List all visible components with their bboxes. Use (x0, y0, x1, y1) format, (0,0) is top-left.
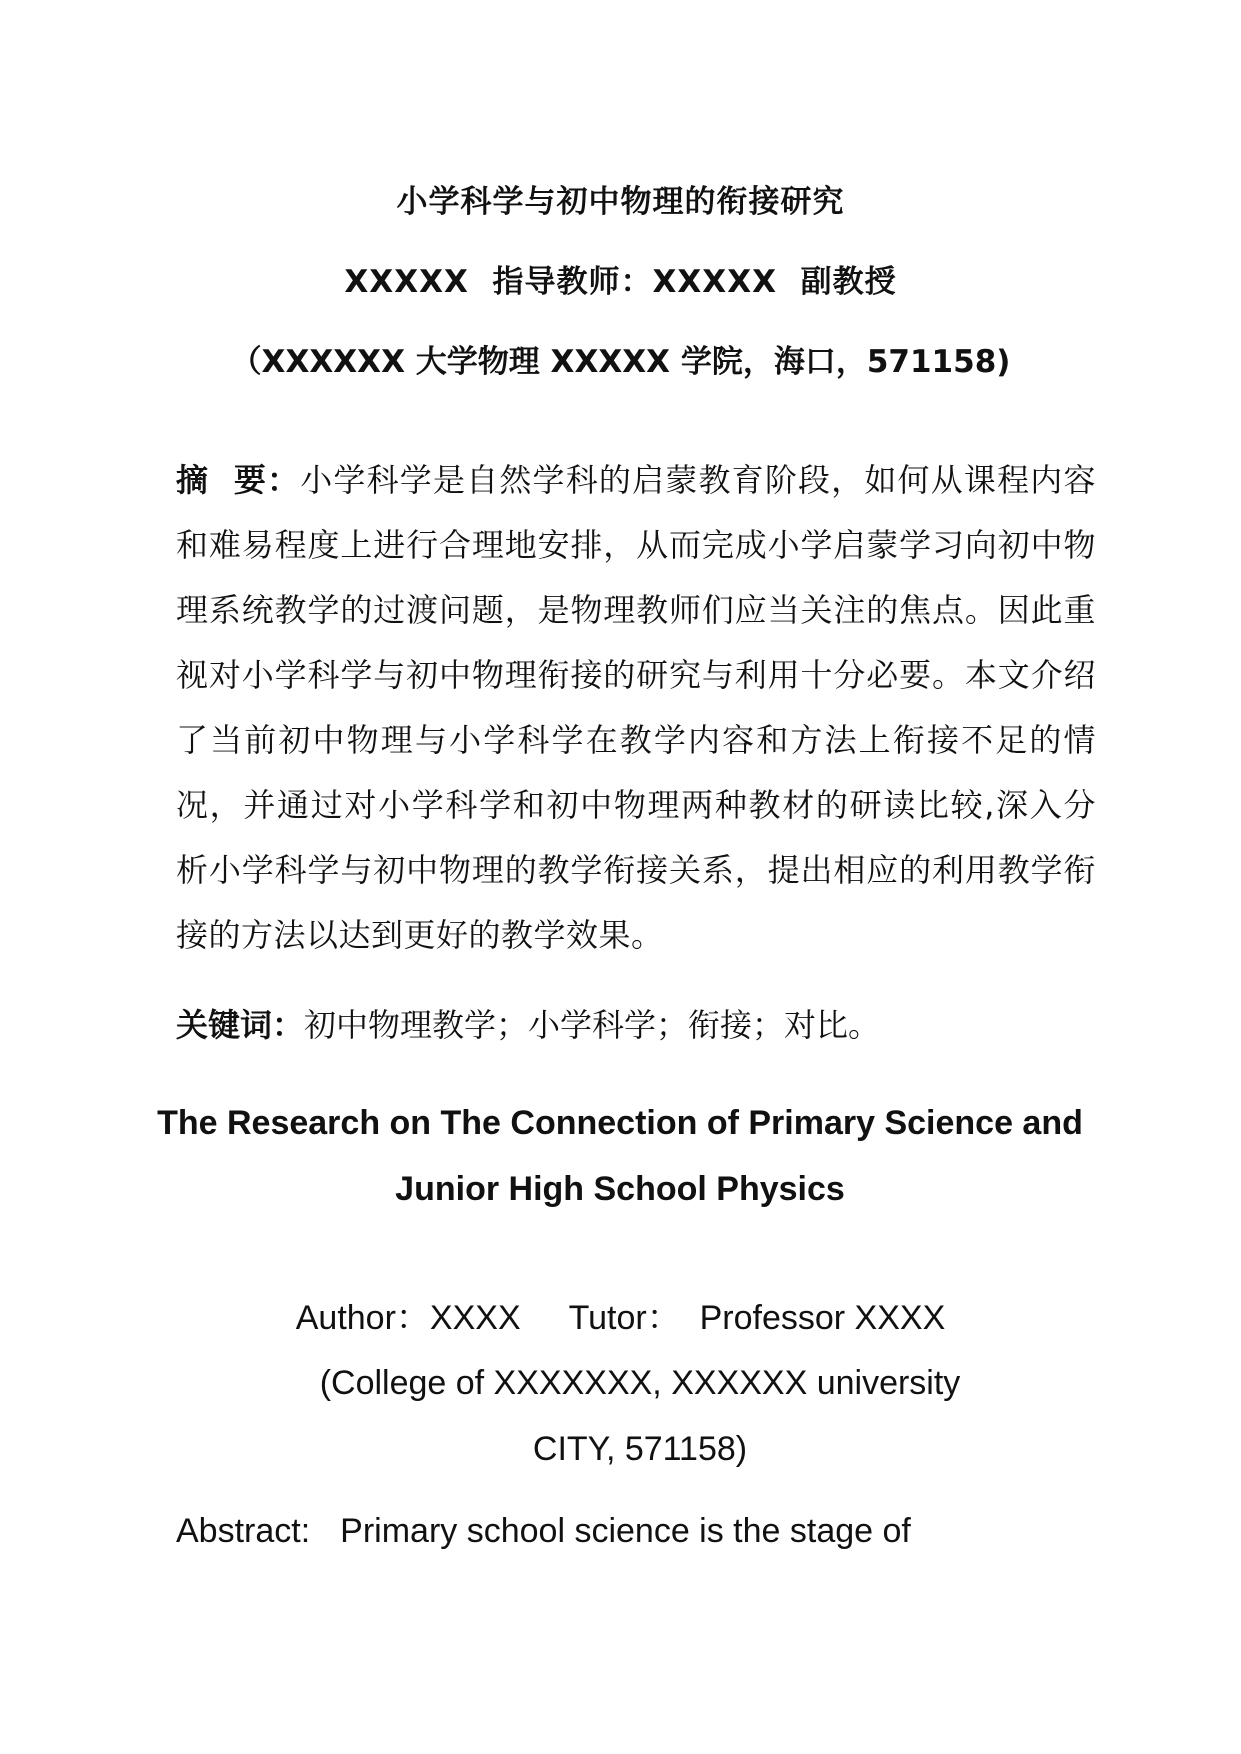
chinese-abstract (176, 448, 1096, 968)
english-affiliation: (College of XXXXXXX, XXXXXX university CITY, 571158) (319, 1364, 961, 1468)
chinese-title: 小学科学与初中物理的衔接研究 (396, 184, 845, 220)
chinese-author-line: XXXXX 指导教师：XXXXX 副教授 (344, 264, 897, 300)
english-abstract (176, 1512, 911, 1551)
english-abstract-label: Abstract: (176, 1512, 311, 1550)
chinese-abstract-text: 小学科学是自然学科的启蒙教育阶段，如何从课程内容和难易程度上进行合理地安排，从而完成小学启蒙学习向初中物理系统教学的过渡问题，是物理教师们应当关注的焦点。因此重视对小学科学与初中物理衔接的研究与利用十分必要。本文介绍了当前初中物理与小学科学在教学内容和方法上衔接不足的情况，并通过对小学科学和初中物理两种教材的研读比较,深入分析小学科学与初中物理的教学衔接关系，提出相应的利用教学衔接的方法以达到更好的教学效果。 (176, 461, 1096, 954)
english-author: Author：XXXX (295, 1299, 521, 1337)
chinese-affiliation: （XXXXXX 大学物理 XXXXX 学院，海口，571158) (230, 344, 1011, 380)
chinese-abstract-label: 摘 要： (176, 461, 301, 499)
chinese-keywords-text: 初中物理教学；小学科学；衔接；对比。 (304, 1006, 881, 1044)
english-title: The Research on The Connection of Primary Science and Junior High School Physics (157, 1104, 1083, 1208)
chinese-keywords (176, 993, 1096, 1058)
english-abstract-text: Primary school science is the stage of (340, 1512, 911, 1550)
english-author-line (0, 1290, 1241, 1339)
english-tutor: Tutor： Professor XXXX (568, 1299, 946, 1337)
chinese-keywords-label: 关键词： (176, 1006, 305, 1044)
